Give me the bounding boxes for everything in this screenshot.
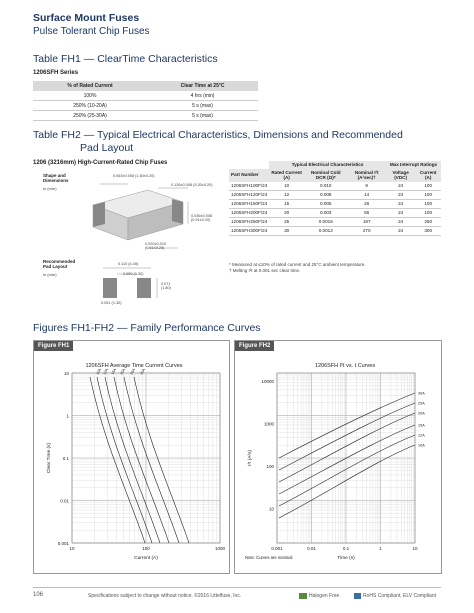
x-axis-label: Current (A)	[134, 556, 158, 561]
footer-divider	[33, 587, 441, 588]
table-cell: 100	[415, 190, 441, 199]
table-header: Nominal Cold DCR (Ω)*	[304, 169, 347, 182]
table-cell: 100	[415, 199, 441, 208]
table-fh1-series: 1206SFH Series	[33, 70, 79, 76]
shape-label: Shape and Dimensions	[43, 173, 69, 183]
y-tick-label: 0.001	[57, 541, 69, 546]
table-row	[229, 208, 441, 217]
table-header: Part Number	[229, 169, 269, 182]
table-cell: 0.0012	[304, 226, 347, 235]
y-tick-label: 1000	[263, 421, 274, 427]
table-cell: 15	[269, 199, 304, 208]
halogen-free-icon	[299, 593, 307, 599]
table-cell: 250% (10-20A)	[33, 101, 147, 111]
table-cell: 0.008	[304, 190, 347, 199]
rohs-icon	[354, 593, 361, 599]
table-cell: 12	[269, 190, 304, 199]
table-header: Nominal I²t (A²sec)†	[347, 169, 385, 182]
page-subtitle: Pulse Tolerant Chip Fuses	[33, 26, 150, 37]
pad-height: 0.071 (1.80)	[161, 282, 171, 290]
table-cell: 1206SFH100F/24	[231, 183, 268, 188]
table-cell: 24	[386, 208, 415, 217]
table-cell: 56	[347, 208, 385, 217]
dim-height: 0.036±0.008 (0.91±0.20)	[191, 214, 213, 222]
curve-label: 15A	[110, 367, 118, 376]
table-cell: 24	[386, 217, 415, 226]
x-tick-label: 0.01	[307, 546, 316, 551]
table-row	[229, 226, 441, 235]
x-tick-label: 0.1	[342, 546, 350, 551]
shape-unit: in (mm)	[43, 186, 57, 191]
table-fh2-title-line2: Pad Layout	[80, 142, 134, 154]
table-header: Voltage (VDC)	[386, 169, 415, 182]
table-header: Clear Time at 25°C	[147, 81, 258, 91]
curve-label: 20A	[418, 411, 425, 416]
curve-label: 20A	[119, 367, 127, 376]
table-cell: 100%	[33, 91, 147, 101]
dim-length: 0.126±0.008 (3.20±0.20)	[171, 183, 213, 187]
x-tick-label: 10	[69, 546, 75, 551]
y-tick-label: 100	[266, 464, 274, 469]
figures-title: Figures FH1-FH2 — Family Performance Curves	[33, 322, 261, 334]
curve-label: 12A	[102, 367, 110, 376]
table-cell: 0.005	[304, 199, 347, 208]
table-cell: 20	[269, 208, 304, 217]
pad-bottom: 0.051 (1.30)	[101, 301, 122, 305]
y-tick-label: 10	[63, 371, 69, 376]
y-tick-label: 0.01	[60, 498, 69, 504]
table-cell: 26	[347, 199, 385, 208]
y-axis-label: I²t (A²s)	[248, 450, 253, 466]
table-cell: 25	[269, 217, 304, 226]
table-cell: 5 s (max)	[147, 111, 258, 121]
y-tick-label: 10000	[261, 379, 274, 384]
table-fh1-title: Table FH1 — ClearTime Characteristics	[33, 53, 218, 65]
curve-label: 25A	[418, 401, 425, 406]
pad-unit: in (mm)	[43, 272, 57, 277]
curve-label: 10A	[95, 367, 103, 376]
table-cell: 14	[347, 190, 385, 199]
table-fh2-title: Table FH2 — Typical Electrical Characteristics, Dimensions and Recommended	[33, 129, 403, 141]
table-cell: 1206SFH200F/24	[231, 210, 268, 215]
table-fh1	[33, 81, 258, 121]
pad-width: 0.110 (4.40)	[118, 262, 139, 266]
table-cell: 100	[415, 208, 441, 217]
x-tick-label: 100	[142, 546, 150, 551]
y-tick-label: 0.1	[62, 456, 69, 461]
rohs-label: RoHS Compliant, ELV Compliant	[363, 593, 436, 599]
dim-terminal: 0.020±0.010 (0.51±0.25)	[145, 242, 167, 250]
figure-fh1	[33, 340, 230, 574]
figure-fh2-chart	[235, 341, 441, 573]
y-tick-label: 1	[66, 413, 69, 419]
table-cell: 0.003	[304, 208, 347, 217]
table-cell: 270	[347, 226, 385, 235]
pad-layout-label: Recommended Pad Layout	[43, 259, 76, 269]
dimension-drawing	[33, 170, 225, 310]
table-cell: 9	[347, 182, 385, 191]
table-row	[33, 111, 258, 121]
y-tick-label: 10	[268, 506, 274, 512]
table-cell: 1206SFH120F/24	[231, 192, 268, 197]
figure-fh1-chart	[34, 341, 229, 573]
figure-fh1-tag: Figure FH1	[34, 341, 73, 351]
page-number: 106	[33, 592, 44, 598]
table-cell: 10	[269, 182, 304, 191]
table-row	[229, 190, 441, 199]
dim-width: 0.063±0.008 (1.60±0.20)	[113, 174, 155, 178]
table-cell: 300	[415, 226, 441, 235]
table-cell: 24	[386, 226, 415, 235]
table-header: Current (A)	[415, 169, 441, 182]
table-fh2-note-2: † Melting I²t at 0.001 sec clear time.	[229, 268, 301, 273]
x-tick-label: 0.001	[271, 546, 283, 551]
x-tick-label: 10	[412, 546, 418, 551]
table-cell: 4 hrs (min)	[147, 91, 258, 101]
figure-fh2-tag: Figure FH2	[235, 341, 274, 351]
table-row	[229, 182, 441, 191]
table-row	[229, 199, 441, 208]
chart-title: 1206SFH Average Time Current Curves	[85, 363, 183, 369]
figure-fh2	[234, 340, 442, 574]
pad-gap: 0.050 (1.30)	[123, 272, 144, 276]
table-row	[33, 91, 258, 101]
halogen-free-label: Halogen Free	[309, 593, 340, 599]
table-cell: 5 s (max)	[147, 101, 258, 111]
footer-copyright: Specifications subject to change without notice. ©2016 Littelfuse, Inc.	[88, 593, 242, 599]
table-cell: 30	[269, 226, 304, 235]
table-row	[33, 101, 258, 111]
curve-label: 12A	[418, 433, 425, 438]
x-tick-label: 1	[379, 546, 382, 551]
table-fh2	[229, 161, 441, 236]
y-axis-label: Clear Time (s)	[47, 442, 52, 474]
table-cell: 250	[415, 217, 441, 226]
table-row	[229, 217, 441, 226]
table-cell: 1206SFH300F/24	[231, 228, 268, 233]
table-cell: 100	[415, 182, 441, 191]
page-title: Surface Mount Fuses	[33, 12, 140, 24]
table-fh2-subhead: 1206 (3216mm) High-Current-Rated Chip Fuses	[33, 160, 168, 166]
table-cell: 24	[386, 199, 415, 208]
curve-label: 30A	[139, 367, 147, 376]
table-cell: 0.0016	[304, 217, 347, 226]
table-header: % of Rated Current	[33, 81, 147, 91]
table-cell: 0.010	[304, 182, 347, 191]
curve-label: 30A	[418, 391, 425, 396]
curve-label: 25A	[129, 367, 137, 376]
chart-note: Note: Curves are nominal	[245, 555, 293, 560]
x-tick-label: 1000	[214, 546, 226, 551]
group-header-electrical: Typical Electrical Characteristics	[269, 161, 386, 169]
table-cell: 1206SFH150F/24	[231, 201, 268, 206]
group-header-interrupt: Max Interrupt Ratings	[386, 161, 441, 169]
chart-title: 1206SFH I²t vs. t Curves	[314, 363, 376, 369]
x-axis-label: Time (s)	[337, 556, 355, 561]
table-cell: 187	[347, 217, 385, 226]
table-cell: 1206SFH250F/24	[231, 219, 268, 224]
table-header: Rated Current (A)	[269, 169, 304, 182]
table-fh2-note-1: * Measured at ≤10% of rated current and 25°C ambient temperature.	[229, 262, 366, 267]
curve-label: 15A	[418, 423, 425, 428]
table-cell: 250% (25-30A)	[33, 111, 147, 121]
curve-label: 10A	[418, 443, 425, 448]
table-cell: 24	[386, 190, 415, 199]
table-cell: 24	[386, 182, 415, 191]
